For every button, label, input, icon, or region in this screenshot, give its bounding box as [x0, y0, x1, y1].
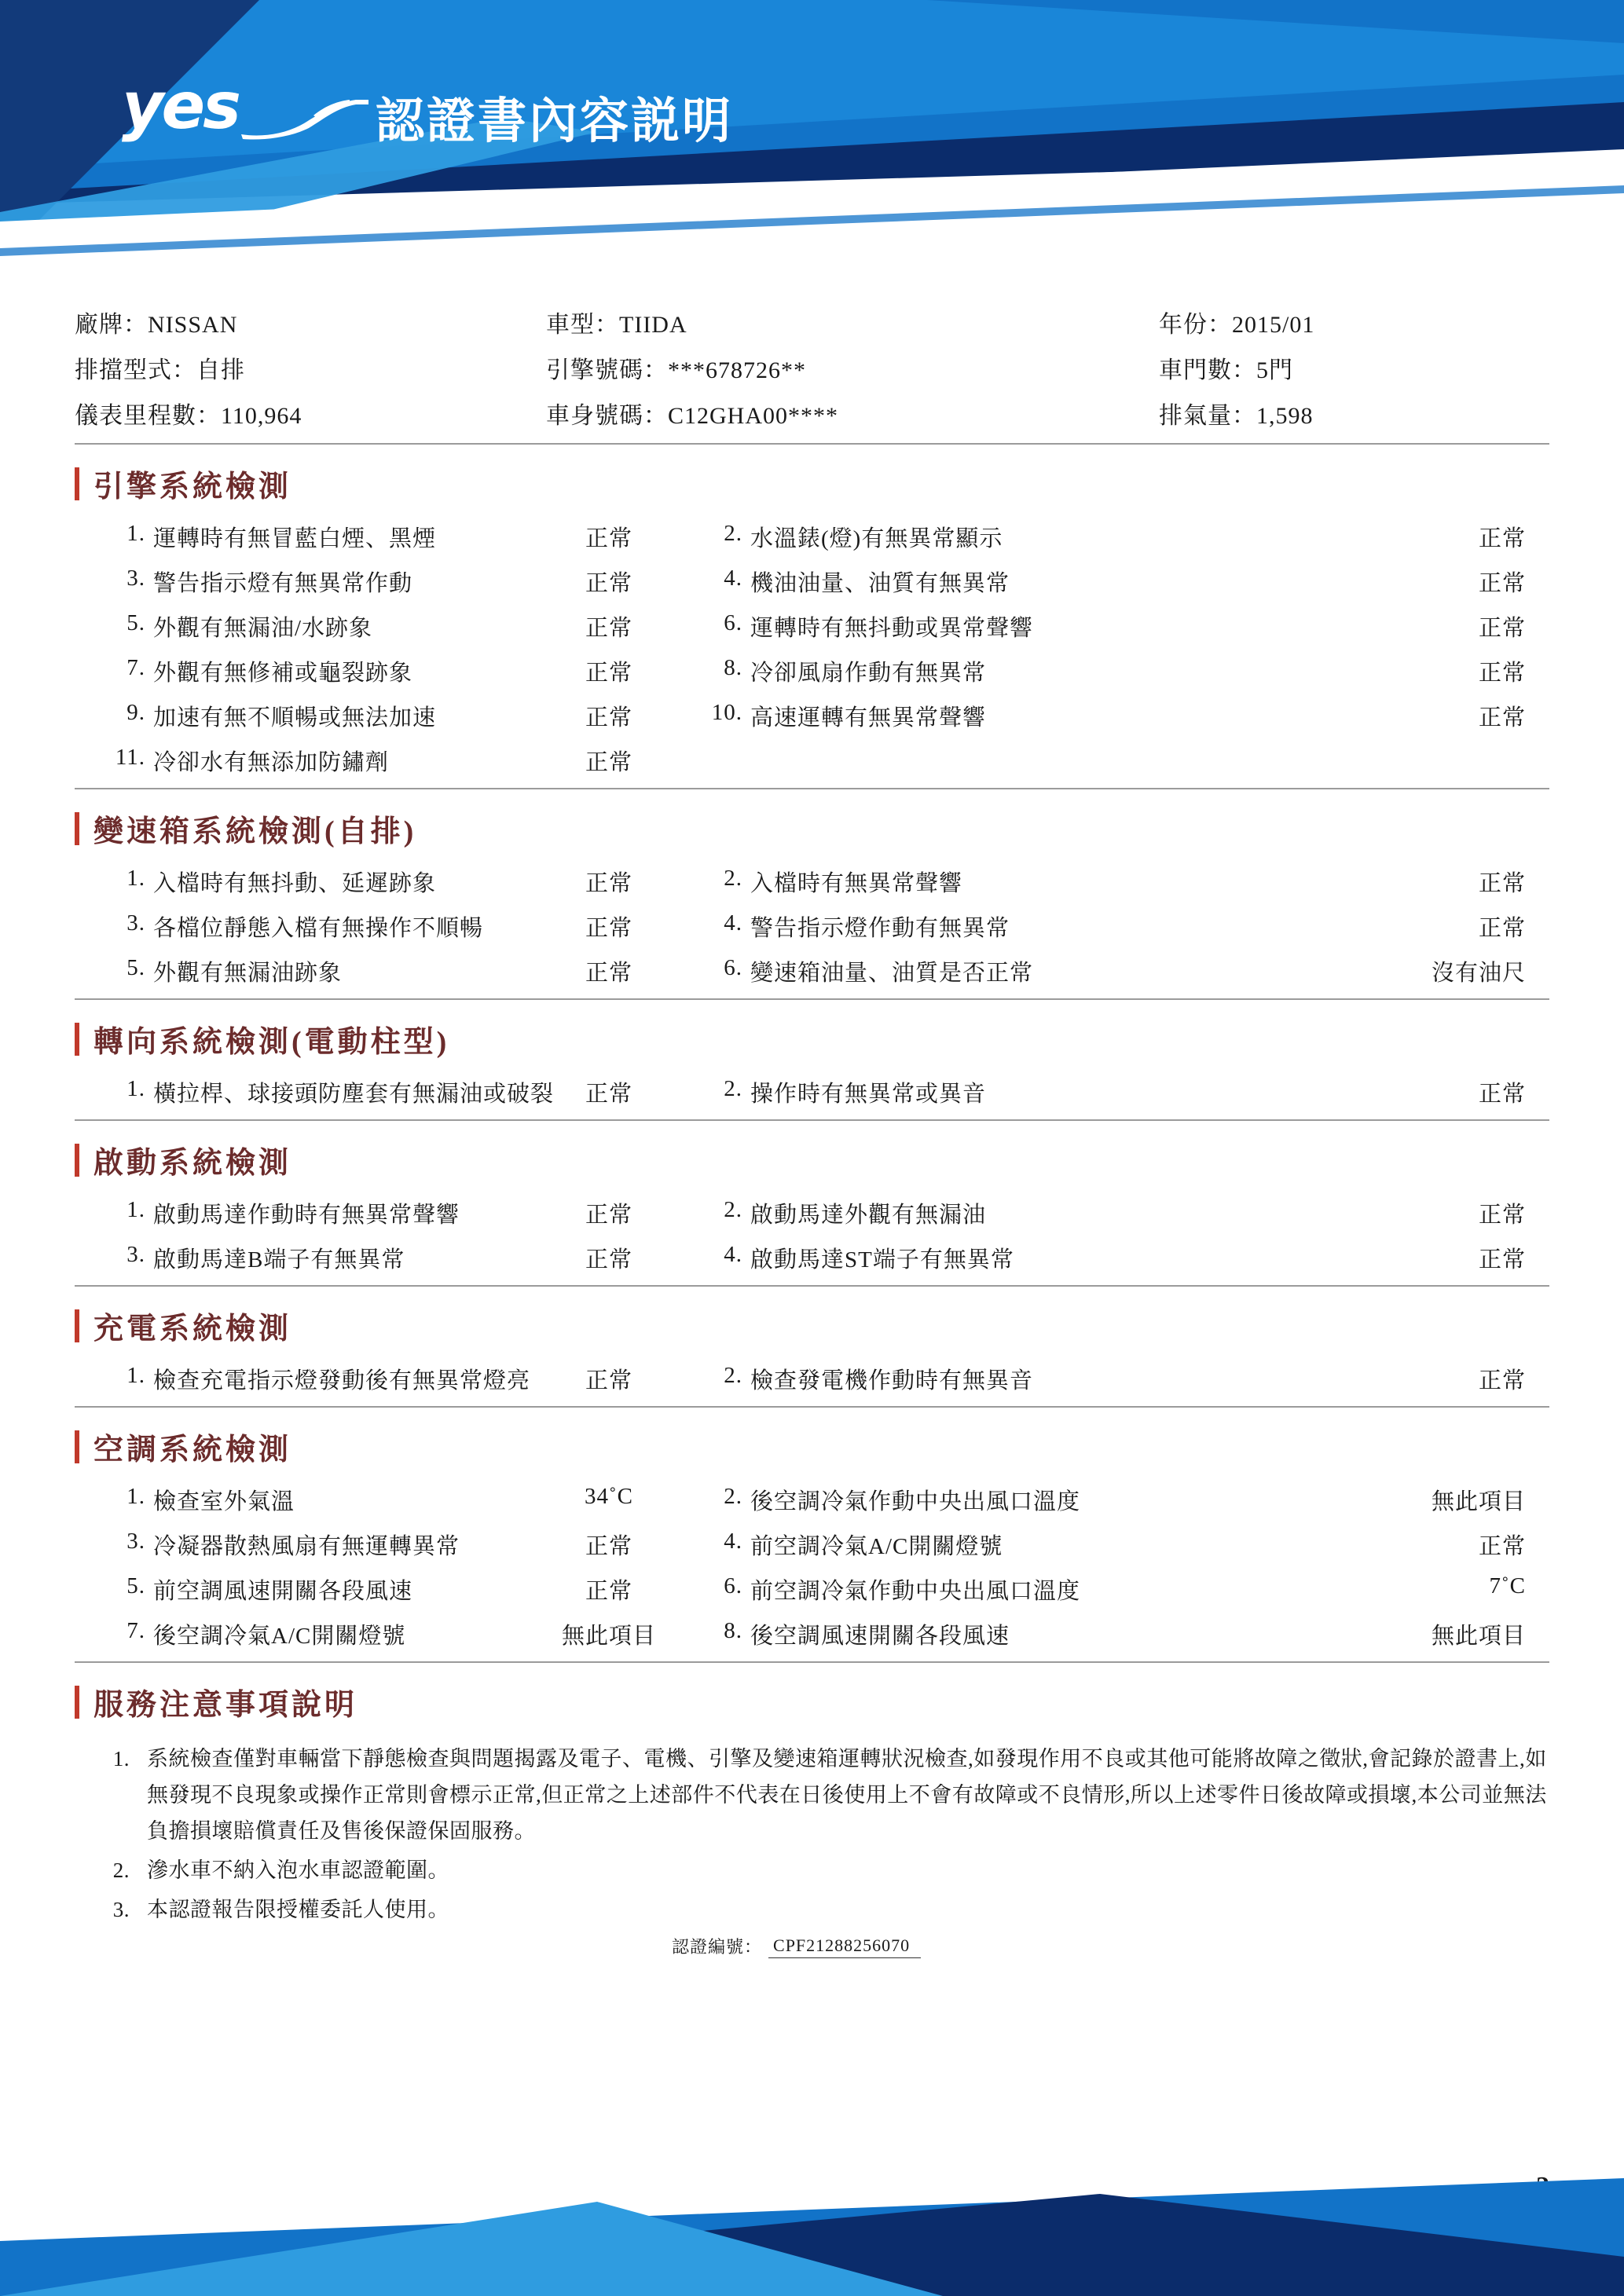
- item-number: 5.: [126, 610, 145, 635]
- vehicle-door-count: 車門數：5門: [1159, 357, 1293, 383]
- item-number: 3.: [126, 566, 145, 591]
- item-label: 加速有無不順暢或無法加速: [153, 705, 437, 731]
- item-number: 2.: [724, 1197, 742, 1222]
- item-result: 正常: [585, 1368, 632, 1393]
- item-result: 正常: [1478, 571, 1526, 596]
- item-label: 冷凝器散熱風扇有無運轉異常: [153, 1534, 460, 1559]
- item-result: 正常: [585, 871, 632, 896]
- item-label: 檢查充電指示燈發動後有無異常燈亮: [153, 1368, 531, 1393]
- logo-text: yes: [122, 69, 239, 144]
- section-engine-header: [75, 462, 1549, 505]
- item-result: 正常: [1478, 871, 1526, 896]
- item-label: 變速箱油量、油質是否正常: [750, 961, 1034, 986]
- item-label: 冷卻水有無添加防鏽劑: [153, 750, 390, 775]
- item-label: 外觀有無修補或龜裂跡象: [153, 661, 413, 686]
- vehicle-engine-number: 引擎號碼：***678726**: [546, 357, 806, 383]
- item-number: 10.: [711, 700, 742, 725]
- section-steering-items: [75, 1065, 1549, 1108]
- section-steering: [75, 1017, 1549, 1121]
- section-transmission: [75, 807, 1549, 1000]
- item-label: 啟動馬達作動時有無異常聲響: [153, 1203, 460, 1228]
- section-marker: [75, 1686, 79, 1719]
- item-result: 正常: [585, 705, 632, 731]
- item-number-empty: [672, 745, 750, 777]
- item-label-empty: [750, 745, 1190, 777]
- notes-header: [75, 1680, 1549, 1723]
- item-label: 檢查室外氣溫: [153, 1489, 295, 1514]
- section-engine: [75, 462, 1549, 789]
- vehicle-vin: 車身號碼：C12GHA00****: [546, 403, 839, 429]
- document-body: [0, 305, 1624, 1958]
- item-result: 正常: [1478, 1203, 1526, 1228]
- section-starter-title: 啟動系統檢測: [93, 1147, 292, 1180]
- note-number: 3.: [112, 1898, 130, 1921]
- section-marker: [75, 1023, 79, 1056]
- item-number: 4.: [724, 1529, 742, 1554]
- section-marker: [75, 467, 79, 500]
- section-aircon-items: [75, 1473, 1549, 1650]
- item-label: 啟動馬達B端子有無異常: [153, 1247, 405, 1273]
- section-aircon-header: [75, 1425, 1549, 1468]
- item-result: 正常: [585, 1579, 632, 1604]
- item-number: 6.: [724, 955, 742, 980]
- item-result: 正常: [1478, 916, 1526, 941]
- item-label: 檢查發電機作動時有無異音: [750, 1368, 1034, 1393]
- item-label: 警告指示燈作動有無異常: [750, 916, 1010, 941]
- item-label: 高速運轉有無異常聲響: [750, 705, 987, 731]
- item-result: 正常: [1478, 526, 1526, 551]
- vehicle-displacement: 排氣量：1,598: [1159, 403, 1314, 429]
- item-result: 正常: [1478, 1534, 1526, 1559]
- vehicle-info-block: [75, 305, 1549, 445]
- item-number: 2.: [724, 1363, 742, 1388]
- item-label: 外觀有無漏油/水跡象: [153, 616, 373, 641]
- item-result: 正常: [585, 1082, 632, 1107]
- item-number: 1.: [126, 1363, 145, 1388]
- item-result: 34˚C: [585, 1484, 633, 1509]
- note-item: [75, 1741, 1549, 1849]
- item-number: 5.: [126, 1573, 145, 1598]
- item-number: 2.: [724, 1076, 742, 1101]
- item-label: 外觀有無漏油跡象: [153, 961, 343, 986]
- section-starter-items: [75, 1186, 1549, 1274]
- item-result: 正常: [585, 961, 632, 986]
- item-result: 無此項目: [1431, 1489, 1526, 1514]
- item-number: 2.: [724, 521, 742, 546]
- section-engine-title: 引擎系統檢測: [93, 471, 292, 504]
- item-result: 正常: [1478, 1082, 1526, 1107]
- item-number: 3.: [126, 1242, 145, 1267]
- item-number: 1.: [126, 1484, 145, 1509]
- item-label: 運轉時有無抖動或異常聲響: [750, 616, 1034, 641]
- item-result: 無此項目: [1431, 1624, 1526, 1649]
- item-number: 8.: [724, 1618, 742, 1643]
- item-result: 正常: [1478, 661, 1526, 686]
- item-label: 前空調風速開關各段風速: [153, 1579, 413, 1604]
- item-number: 8.: [724, 655, 742, 680]
- section-transmission-title: 變速箱系統檢測(自排): [93, 815, 417, 848]
- item-label: 後空調風速開關各段風速: [750, 1624, 1010, 1649]
- section-marker: [75, 812, 79, 845]
- section-steering-header: [75, 1017, 1549, 1060]
- section-charging: [75, 1304, 1549, 1408]
- item-result: 正常: [585, 661, 632, 686]
- item-result: 正常: [585, 526, 632, 551]
- item-number: 1.: [126, 521, 145, 546]
- item-number: 9.: [126, 700, 145, 725]
- vehicle-transmission: 排擋型式：自排: [75, 357, 245, 383]
- page-title: 認證書內容説明: [376, 92, 734, 149]
- section-aircon: [75, 1425, 1549, 1663]
- section-engine-items: [75, 510, 1549, 777]
- item-number: 1.: [126, 1076, 145, 1101]
- item-result: 7˚C: [1489, 1573, 1526, 1598]
- item-result: 正常: [585, 1534, 632, 1559]
- item-result: 正常: [585, 571, 632, 596]
- note-item: [75, 1891, 1549, 1928]
- section-charging-title: 充電系統檢測: [93, 1313, 292, 1346]
- section-charging-header: [75, 1304, 1549, 1347]
- item-label: 機油油量、油質有無異常: [750, 571, 1010, 596]
- page-header: [0, 0, 1624, 291]
- item-label: 後空調冷氣A/C開關燈號: [153, 1624, 406, 1649]
- item-number: 11.: [115, 745, 145, 770]
- notes-list: [75, 1728, 1549, 1928]
- section-starter-header: [75, 1138, 1549, 1181]
- item-label: 入檔時有無抖動、延遲跡象: [153, 871, 437, 896]
- vehicle-model: 車型：TIIDA: [546, 312, 687, 338]
- item-number: 7.: [126, 655, 145, 680]
- item-result-empty: [1190, 745, 1549, 777]
- section-charging-items: [75, 1352, 1549, 1395]
- note-item: [75, 1852, 1549, 1888]
- item-result: 正常: [585, 1247, 632, 1273]
- item-result: 正常: [585, 750, 632, 775]
- item-result: 正常: [585, 616, 632, 641]
- item-label: 橫拉桿、球接頭防塵套有無漏油或破裂: [153, 1082, 555, 1107]
- item-result: 正常: [1478, 705, 1526, 731]
- certificate-number-value: CPF21288256070: [768, 1935, 921, 1958]
- page-footer: [0, 2147, 1624, 2296]
- note-number: 2.: [112, 1858, 130, 1882]
- item-number: 1.: [126, 866, 145, 891]
- certificate-number-label: 認證編號：: [672, 1937, 763, 1957]
- item-number: 3.: [126, 1529, 145, 1554]
- note-text: 本認證報告限授權委託人使用。: [147, 1898, 449, 1921]
- item-label: 警告指示燈有無異常作動: [153, 571, 413, 596]
- section-transmission-items: [75, 855, 1549, 987]
- item-result: 沒有油尺: [1431, 961, 1526, 986]
- item-number: 6.: [724, 610, 742, 635]
- item-label: 前空調冷氣作動中央出風口溫度: [750, 1579, 1081, 1604]
- item-label: 啟動馬達外觀有無漏油: [750, 1203, 987, 1228]
- item-number: 2.: [724, 866, 742, 891]
- item-label: 入檔時有無異常聲響: [750, 871, 963, 896]
- note-text: 滲水車不納入泡水車認證範圍。: [147, 1858, 449, 1882]
- item-number: 7.: [126, 1618, 145, 1643]
- item-label: 啟動馬達ST端子有無異常: [750, 1247, 1014, 1273]
- item-result: 無此項目: [561, 1624, 656, 1649]
- section-transmission-header: [75, 807, 1549, 850]
- item-number: 3.: [126, 910, 145, 936]
- item-number: 5.: [126, 955, 145, 980]
- item-label: 前空調冷氣A/C開關燈號: [750, 1534, 1003, 1559]
- item-label: 後空調冷氣作動中央出風口溫度: [750, 1489, 1081, 1514]
- item-number: 6.: [724, 1573, 742, 1598]
- item-result: 正常: [1478, 1247, 1526, 1273]
- note-number: 1.: [112, 1747, 130, 1771]
- item-number: 1.: [126, 1197, 145, 1222]
- certificate-number-row: [672, 1934, 1549, 1958]
- item-result: 正常: [1478, 1368, 1526, 1393]
- yes-logo: [122, 69, 357, 161]
- item-label: 冷卻風扇作動有無異常: [750, 661, 987, 686]
- notes-title: 服務注意事項說明: [93, 1689, 358, 1722]
- vehicle-mileage: 儀表里程數：110,964: [75, 403, 302, 429]
- item-label: 水溫錶(燈)有無異常顯示: [750, 526, 1003, 551]
- notes-section: [75, 1680, 1549, 1958]
- item-result: 正常: [585, 1203, 632, 1228]
- item-label: 運轉時有無冒藍白煙、黑煙: [153, 526, 437, 551]
- item-number: 4.: [724, 1242, 742, 1267]
- item-label: 操作時有無異常或異音: [750, 1082, 987, 1107]
- section-aircon-title: 空調系統檢測: [93, 1434, 292, 1467]
- item-result: 正常: [585, 916, 632, 941]
- car-swoosh-icon: [238, 89, 372, 141]
- section-steering-title: 轉向系統檢測(電動柱型): [93, 1026, 450, 1059]
- item-number: 4.: [724, 566, 742, 591]
- item-result: 正常: [1478, 616, 1526, 641]
- item-number: 4.: [724, 910, 742, 936]
- section-marker: [75, 1309, 79, 1342]
- section-starter: [75, 1138, 1549, 1287]
- item-label: 各檔位靜態入檔有無操作不順暢: [153, 916, 484, 941]
- vehicle-year: 年份：2015/01: [1159, 312, 1315, 338]
- section-marker: [75, 1430, 79, 1463]
- section-marker: [75, 1144, 79, 1177]
- item-number: 2.: [724, 1484, 742, 1509]
- vehicle-brand: 廠牌：NISSAN: [75, 312, 238, 338]
- note-text: 系統檢查僅對車輛當下靜態檢查與問題揭露及電子、電機、引擎及變速箱運轉狀況檢查,如發現作用不良或其他可能將故障之徵狀,會記錄於證書上,如無發現不良現象或操作正常則會標示正常,但正常之上述部件不代表在日後使用上不會有故障或不良情形,所以上述零件日後故障或損壞,本公司並無法負擔損壞賠償責任及售後保證保固服務。: [147, 1747, 1547, 1843]
